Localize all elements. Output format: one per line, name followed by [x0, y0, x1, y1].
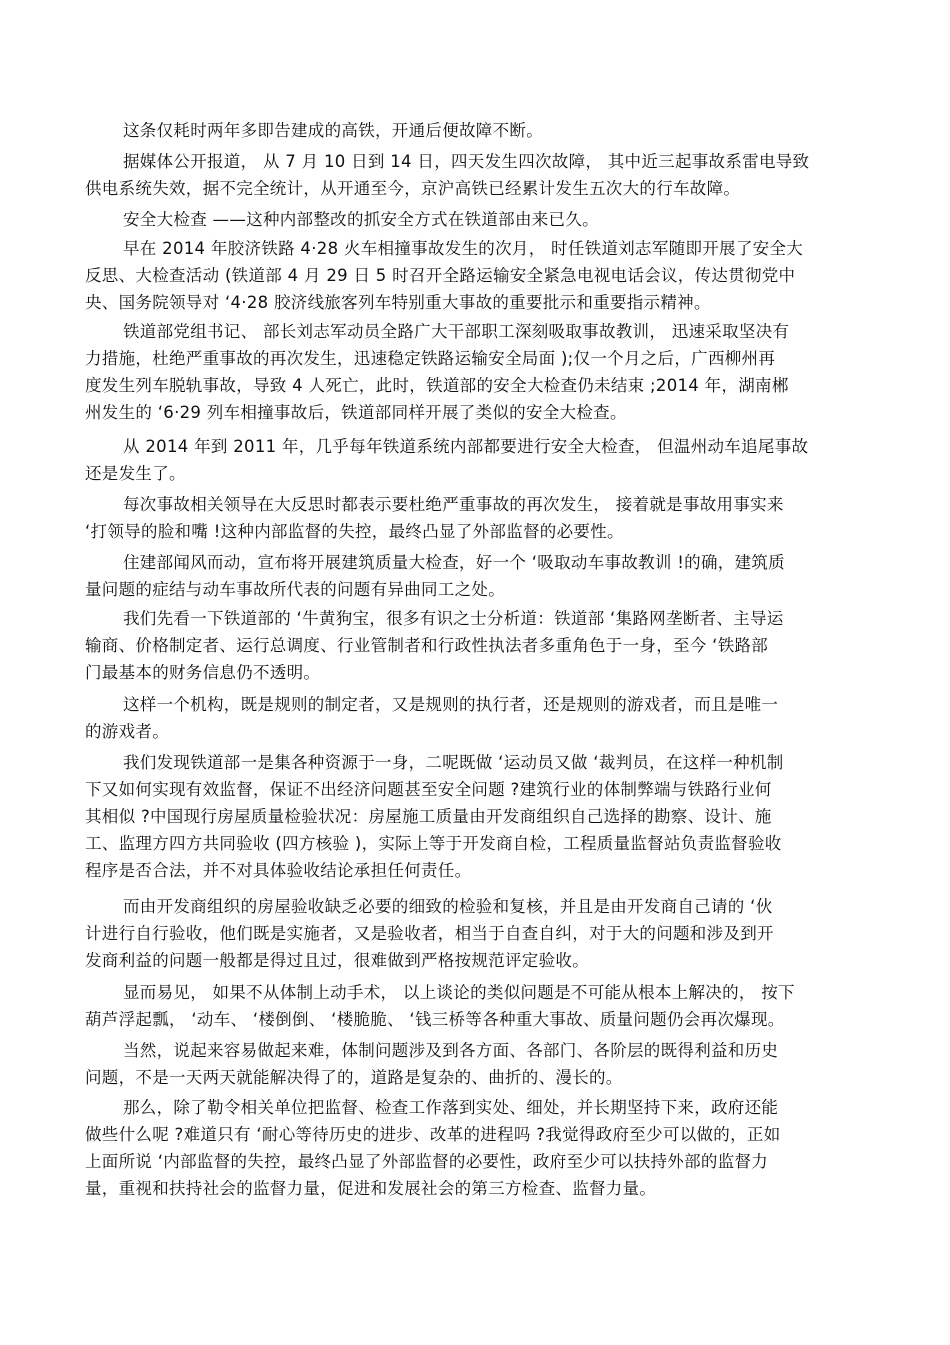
text-line: 上面所说 ‘内部监督的失控，最终凸显了外部监督的必要性，政府至少可以扶持外部的监督力 [85, 1152, 769, 1171]
text-line: 还是发生了。 [85, 464, 186, 483]
paragraph-11 [85, 749, 875, 884]
text-line: 我们发现铁道部一是集各种资源于一身，二呢既做 ‘运动员又做 ‘裁判员，在这样一种机制 [123, 753, 784, 772]
text-line: 安全大检查 ——这种内部整改的抓安全方式在铁道部由来已久。 [123, 210, 599, 229]
text-line: 计进行自行验收，他们既是实施者，又是验收者，相当于自查自纠，对于大的问题和涉及到开 [85, 924, 774, 943]
text-line: 这样一个机构，既是规则的制定者，又是规则的执行者，还是规则的游戏者，而且是唯一 [123, 695, 779, 714]
paragraph-7 [85, 491, 875, 545]
text-line: 门最基本的财务信息仍不透明。 [85, 663, 321, 682]
paragraph-15 [85, 1094, 875, 1202]
paragraph-1 [85, 117, 875, 144]
text-line: 力措施，杜绝严重事故的再次发生，迅速稳定铁路运输安全局面 );仅一个月之后，广西柳州再 [85, 349, 776, 368]
text-line: 显而易见， 如果不从体制上动手术， 以上谈论的类似问题是不可能从根本上解决的， 按下 [123, 983, 795, 1002]
paragraph-3 [85, 206, 875, 233]
paragraph-12 [85, 893, 875, 974]
text-line: 央、国务院领导对 ‘4·28 胶济线旅客列车特别重大事故的重要批示和重要指示精神。 [85, 293, 711, 312]
text-line: 程序是否合法，并不对具体验收结论承担任何责任。 [85, 861, 472, 880]
text-line: 那么，除了勒令相关单位把监督、检查工作落到实处、细处，并长期坚持下来，政府还能 [123, 1098, 779, 1117]
text-line: 度发生列车脱轨事故，导致 4 人死亡，此时，铁道部的安全大检查仍未结束 ;2014 年，湖南郴 [85, 376, 789, 395]
text-line: 这条仅耗时两年多即告建成的高铁，开通后便故障不断。 [123, 121, 543, 140]
text-line: 发商利益的问题一般都是得过且过，很难做到严格按规范评定验收。 [85, 951, 589, 970]
text-line: 量问题的症结与动车事故所代表的问题有异曲同工之处。 [85, 580, 505, 599]
text-line: 据媒体公开报道， 从 7 月 10 日到 14 日，四天发生四次故障， 其中近三起事故系雷电导致 [123, 152, 810, 171]
text-line: 问题，不是一天两天就能解决得了的，道路是复杂的、曲折的、漫长的。 [85, 1068, 623, 1087]
text-line: 量，重视和扶持社会的监督力量，促进和发展社会的第三方检查、监督力量。 [85, 1179, 657, 1198]
text-line: 葫芦浮起瓢， ‘动车、 ‘楼倒倒、 ‘楼脆脆、 ‘钱三桥等各种重大事故、质量问题仍会再次爆现。 [85, 1010, 785, 1029]
paragraph-14 [85, 1037, 875, 1091]
text-line: 工、监理方四方共同验收 (四方核验 )，实际上等于开发商自检，工程质量监督站负责监督验收 [85, 834, 782, 853]
text-line: 每次事故相关领导在大反思时都表示要杜绝严重事故的再次发生， 接着就是事故用事实来 [123, 495, 784, 514]
text-line: 供电系统失效，据不完全统计，从开通至今，京沪高铁已经累计发生五次大的行车故障。 [85, 179, 741, 198]
text-line: 铁道部党组书记、 部长刘志军动员全路广大干部职工深刻吸取事故教训， 迅速采取坚决有 [123, 322, 790, 341]
text-line: 早在 2014 年胶济铁路 4·28 火车相撞事故发生的次月， 时任铁道刘志军随即开展了安全大 [123, 239, 804, 258]
text-line: ‘打领导的脸和嘴 !这种内部监督的失控，最终凸显了外部监督的必要性。 [85, 522, 624, 541]
text-line: 住建部闻风而动，宣布将开展建筑质量大检查，好一个 ‘吸取动车事故教训 !的确，建筑质 [123, 553, 785, 572]
paragraph-8 [85, 549, 875, 603]
text-line: 反思、大检查活动 (铁道部 4 月 29 日 5 时召开全路运输安全紧急电视电话会议，传达贯彻党中 [85, 266, 796, 285]
paragraph-9 [85, 605, 875, 686]
paragraph-6 [85, 433, 875, 487]
text-line: 我们先看一下铁道部的 ‘牛黄狗宝，很多有识之士分析道：铁道部 ‘集路网垄断者、主导运 [123, 609, 784, 628]
paragraph-5 [85, 318, 875, 426]
text-line: 其相似 ?中国现行房屋质量检验状况：房屋施工质量由开发商组织自己选择的勘察、设计、施 [85, 807, 772, 826]
paragraph-13 [85, 979, 875, 1033]
text-line: 而由开发商组织的房屋验收缺乏必要的细致的检验和复核，并且是由开发商自己请的 ‘伙 [123, 897, 773, 916]
text-line: 州发生的 ‘6·29 列车相撞事故后，铁道部同样开展了类似的安全大检查。 [85, 403, 627, 422]
text-line: 从 2014 年到 2011 年，几乎每年铁道系统内部都要进行安全大检查， 但温州动车追尾事故 [123, 437, 809, 456]
text-line: 做些什么呢 ?难道只有 ‘耐心等待历史的进步、改革的进程吗 ?我觉得政府至少可以做的，正如 [85, 1125, 781, 1144]
text-line: 下又如何实现有效监督，保证不出经济问题甚至安全问题 ?建筑行业的体制弊端与铁路行业何 [85, 780, 772, 799]
paragraph-2 [85, 148, 875, 202]
paragraph-10 [85, 691, 875, 745]
text-line: 输商、价格制定者、运行总调度、行业管制者和行政性执法者多重角色于一身，至今 ‘铁路部 [85, 636, 769, 655]
paragraph-4 [85, 235, 875, 316]
text-line: 当然，说起来容易做起来难，体制问题涉及到各方面、各部门、各阶层的既得利益和历史 [123, 1041, 779, 1060]
text-line: 的游戏者。 [85, 722, 169, 741]
